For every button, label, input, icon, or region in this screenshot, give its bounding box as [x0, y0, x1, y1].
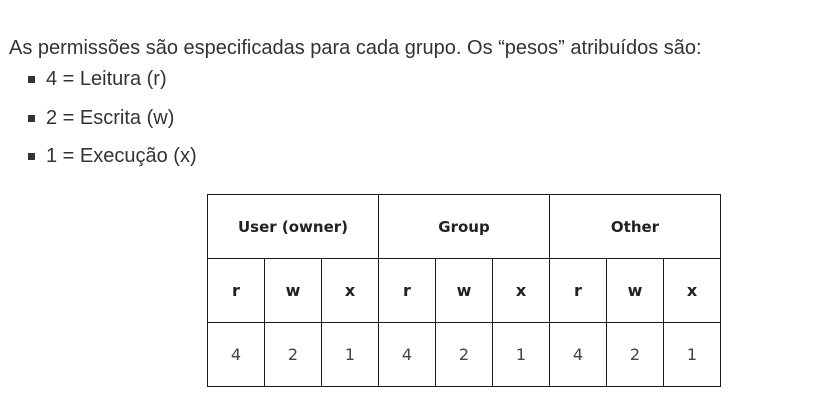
table-cell: 1 — [493, 323, 550, 387]
list-item-label: 1 = Execução (x) — [46, 145, 197, 167]
square-bullet-icon — [28, 76, 35, 83]
table-cell: 1 — [322, 323, 379, 387]
table-cell: 4 — [550, 323, 607, 387]
table-cell: r — [379, 259, 436, 323]
list-item — [28, 144, 197, 183]
table-cell: 2 — [607, 323, 664, 387]
table-cell: 2 — [436, 323, 493, 387]
permission-letters-row — [208, 259, 721, 323]
group-header-other: Other — [550, 195, 721, 259]
group-header-user: User (owner) — [208, 195, 379, 259]
square-bullet-icon — [28, 153, 35, 160]
table-cell: w — [607, 259, 664, 323]
table-cell: 4 — [379, 323, 436, 387]
table-cell: 1 — [664, 323, 721, 387]
list-item-label: 4 = Leitura (r) — [46, 68, 167, 90]
list-item — [28, 106, 197, 145]
permission-weights-row — [208, 323, 721, 387]
group-header-group: Group — [379, 195, 550, 259]
table-cell: x — [664, 259, 721, 323]
list-item — [28, 67, 197, 106]
table-cell: x — [322, 259, 379, 323]
table-cell: w — [436, 259, 493, 323]
square-bullet-icon — [28, 115, 35, 122]
list-item-label: 2 = Escrita (w) — [46, 106, 175, 129]
table-cell: r — [208, 259, 265, 323]
table-cell: r — [550, 259, 607, 323]
permissions-table — [207, 194, 721, 387]
intro-text: As permissões são especificadas para cada grupo. Os “pesos” atribuídos são: — [9, 37, 702, 59]
table-cell: w — [265, 259, 322, 323]
table-cell: x — [493, 259, 550, 323]
table-header-row — [208, 195, 721, 259]
table-cell: 2 — [265, 323, 322, 387]
weights-list — [28, 67, 197, 183]
table-cell: 4 — [208, 323, 265, 387]
